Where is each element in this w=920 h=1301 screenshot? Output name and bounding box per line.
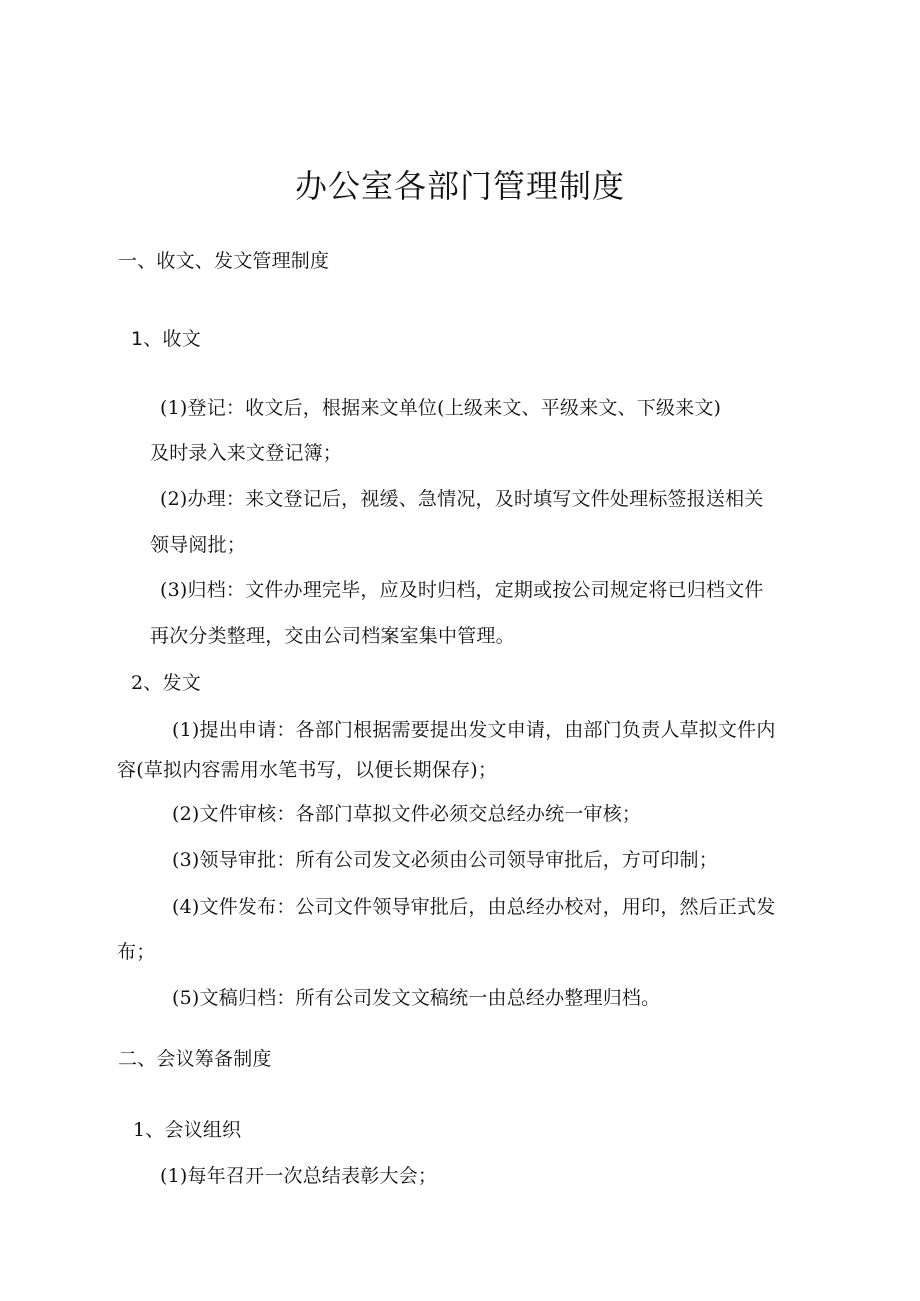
paragraph-line: 再次分类整理，交由公司档案室集中管理。 xyxy=(150,625,515,647)
section-heading: 一、收文、发文管理制度 xyxy=(118,250,330,272)
paragraph-line: (3)领导审批：所有公司发文必须由公司领导审批后，方可印制； xyxy=(172,849,718,871)
paragraph-line: 容(草拟内容需用水笔书写，以便长期保存)； xyxy=(117,759,498,781)
subsection-heading: 2、发文 xyxy=(131,672,201,694)
paragraph-line: (1)登记：收文后，根据来文单位(上级来文、平级来文、下级来文) xyxy=(160,397,722,419)
paragraph-line: (1)提出申请：各部门根据需要提出发文申请，由部门负责人草拟文件内 xyxy=(172,719,776,741)
paragraph-line: 布； xyxy=(117,941,156,963)
paragraph-line: 领导阅批； xyxy=(150,534,247,556)
subsection-heading: 1、收文 xyxy=(131,328,201,350)
subsection-heading: 1、会议组织 xyxy=(133,1119,242,1141)
paragraph-line: (3)归档：文件办理完毕，应及时归档，定期或按公司规定将已归档文件 xyxy=(160,579,764,601)
paragraph-line: (2)文件审核：各部门草拟文件必须交总经办统一审核； xyxy=(172,803,642,825)
paragraph-line: (5)文稿归档：所有公司发文文稿统一由总经办整理归档。 xyxy=(172,987,661,1009)
paragraph-line: 及时录入来文登记簿； xyxy=(150,442,343,464)
paragraph-line: (1)每年召开一次总结表彰大会； xyxy=(160,1165,438,1187)
section-heading: 二、会议筹备制度 xyxy=(118,1048,272,1070)
paragraph-line: (2)办理：来文登记后，视缓、急情况，及时填写文件处理标签报送相关 xyxy=(160,488,764,510)
document-title: 办公室各部门管理制度 xyxy=(294,167,625,205)
paragraph-line: (4)文件发布：公司文件领导审批后，由总经办校对，用印，然后正式发 xyxy=(172,896,776,918)
